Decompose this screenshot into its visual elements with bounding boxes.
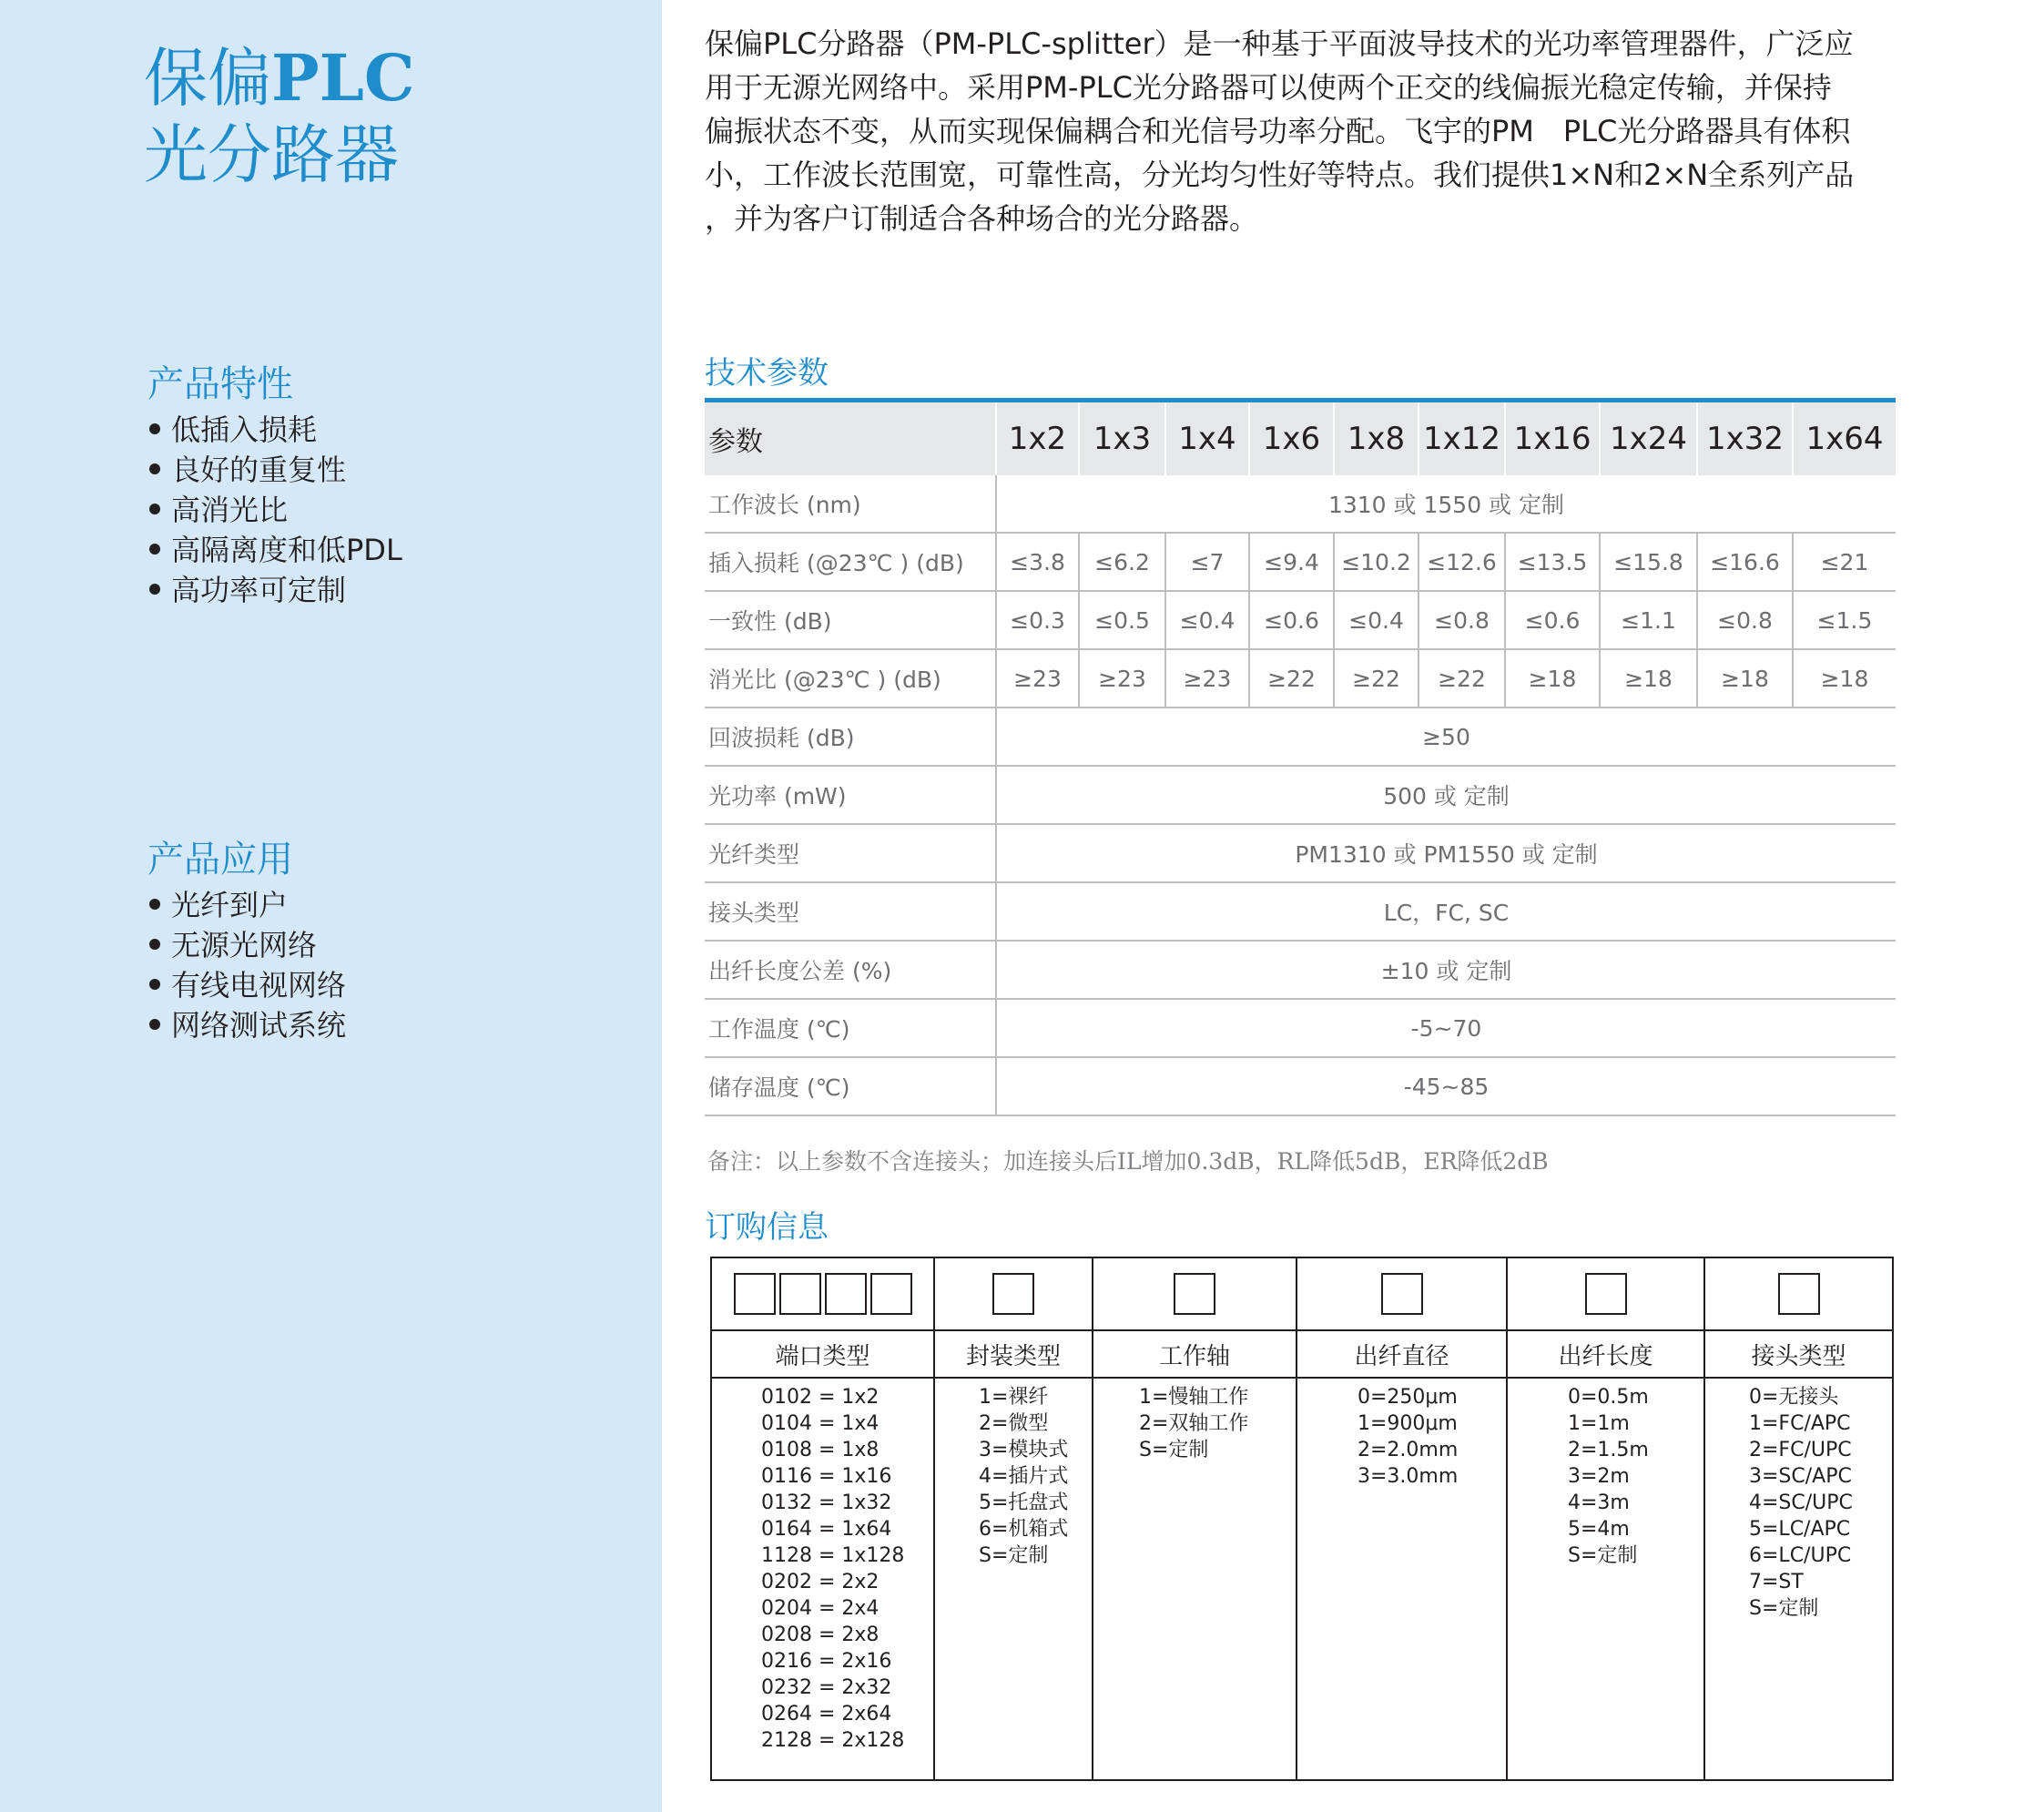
- list-item: S=定制: [1749, 1597, 1819, 1620]
- applications-section: [147, 836, 346, 1045]
- list-item: 1=裸纤: [979, 1386, 1049, 1409]
- spec-note: 备注：以上参数不含连接头；加连接头后IL增加0.3dB，RL降低5dB，ER降低2dB: [707, 1148, 1549, 1175]
- list-item: [147, 965, 346, 1005]
- list-item: 0102 = 1x2: [761, 1386, 880, 1409]
- order-options: [1568, 1384, 1649, 1569]
- list-item: 5=LC/APC: [1749, 1518, 1851, 1541]
- param-value: ≤0.5: [1079, 591, 1165, 649]
- list-item: S=定制: [1139, 1439, 1209, 1461]
- code-box: [870, 1273, 912, 1315]
- list-item: 2=微型: [979, 1412, 1049, 1435]
- list-item: [147, 490, 402, 530]
- param-value: ≥22: [1419, 649, 1505, 707]
- param-label: 回波损耗 (dB): [705, 707, 996, 766]
- param-label: 工作波长 (nm): [705, 475, 996, 533]
- split-ratio-header: 1x4: [1165, 402, 1249, 475]
- param-value: 500 或 定制: [996, 766, 1896, 824]
- param-value: ≥18: [1600, 649, 1697, 707]
- bullet-icon: [149, 463, 160, 474]
- list-item: 5=托盘式: [979, 1491, 1069, 1514]
- param-value: ≥18: [1697, 649, 1793, 707]
- list-item: 0=250μm: [1358, 1386, 1458, 1409]
- bullet-icon: [149, 979, 160, 990]
- order-options: [1358, 1384, 1458, 1490]
- list-item-label: 高功率可定制: [171, 573, 347, 607]
- split-ratio-header: 1x3: [1079, 402, 1165, 475]
- list-item: 0232 = 2x32: [761, 1676, 892, 1699]
- list-item: 6=机箱式: [979, 1518, 1069, 1541]
- order-column-title: 端口类型: [712, 1329, 933, 1379]
- param-value: ≤6.2: [1079, 533, 1165, 591]
- list-item-label: 低插入损耗: [171, 412, 318, 447]
- param-label: 接头类型: [705, 882, 996, 941]
- code-box: [1174, 1273, 1215, 1315]
- intro-line: 用于无源光网络中。采用PM-PLC光分路器可以使两个正交的线偏振光稳定传输，并保持: [705, 70, 1832, 105]
- split-ratio-header: 1x16: [1505, 402, 1600, 475]
- list-item: 1=FC/APC: [1749, 1412, 1851, 1435]
- param-value: ≤1.1: [1600, 591, 1697, 649]
- order-column: [1506, 1258, 1703, 1779]
- param-value: ≤3.8: [996, 533, 1079, 591]
- product-title: [144, 40, 415, 193]
- table-row: [705, 941, 1896, 999]
- param-value: ≤0.8: [1697, 591, 1793, 649]
- param-value: ≤0.8: [1419, 591, 1505, 649]
- param-label: 插入损耗 (@23℃ ) (dB): [705, 533, 996, 591]
- code-box: [779, 1273, 821, 1315]
- list-item-label: 高消光比: [171, 493, 289, 527]
- code-box: [825, 1273, 867, 1315]
- list-item: [147, 450, 402, 490]
- split-ratio-header: 1x8: [1334, 402, 1419, 475]
- table-row: [705, 475, 1896, 533]
- list-item: [147, 1005, 346, 1045]
- sidebar: [0, 0, 662, 1812]
- param-value: ±10 或 定制: [996, 941, 1896, 999]
- list-item: S=定制: [979, 1544, 1049, 1567]
- list-item: 0204 = 2x4: [761, 1597, 880, 1620]
- order-options: [979, 1384, 1068, 1569]
- param-value: ≤10.2: [1334, 533, 1419, 591]
- param-label: 消光比 (@23℃ ) (dB): [705, 649, 996, 707]
- param-value: LC，FC, SC: [996, 882, 1896, 941]
- order-options: [1749, 1384, 1853, 1622]
- code-boxes: [712, 1258, 933, 1329]
- intro-line: 保偏PLC分路器（PM-PLC-splitter）是一种基于平面波导技术的光功率管理器件，广泛应: [705, 26, 1854, 61]
- list-item-label: 无源光网络: [171, 928, 318, 962]
- code-box: [734, 1273, 776, 1315]
- code-box: [1778, 1273, 1820, 1315]
- spec-header-row: [705, 402, 1896, 475]
- bullet-icon: [149, 899, 160, 910]
- param-value: ≤0.3: [996, 591, 1079, 649]
- list-item: 2128 = 2x128: [761, 1729, 905, 1752]
- param-value: ≤12.6: [1419, 533, 1505, 591]
- table-row: [705, 882, 1896, 941]
- param-value: ≤1.5: [1793, 591, 1896, 649]
- order-column-title: 出纤长度: [1508, 1329, 1703, 1379]
- list-item: 0164 = 1x64: [761, 1518, 892, 1541]
- intro-paragraph: [705, 22, 1899, 240]
- param-value: ≥50: [996, 707, 1896, 766]
- param-value: ≤0.6: [1505, 591, 1600, 649]
- list-item: 3=3.0mm: [1358, 1465, 1459, 1488]
- table-row: [705, 707, 1896, 766]
- param-value: -45~85: [996, 1057, 1896, 1115]
- param-value: ≤16.6: [1697, 533, 1793, 591]
- split-ratio-header: 1x64: [1793, 402, 1896, 475]
- order-options: [761, 1384, 904, 1754]
- table-row: [705, 591, 1896, 649]
- code-boxes: [1705, 1258, 1892, 1329]
- order-column-title: 封装类型: [935, 1329, 1092, 1379]
- features-heading: 产品特性: [147, 363, 293, 405]
- list-item: [147, 885, 346, 925]
- list-item-label: 网络测试系统: [171, 1008, 347, 1043]
- split-ratio-header: 1x2: [996, 402, 1079, 475]
- split-ratio-header: 1x32: [1697, 402, 1793, 475]
- param-value: -5~70: [996, 999, 1896, 1057]
- code-boxes: [1297, 1258, 1506, 1329]
- param-header: 参数: [705, 402, 996, 475]
- split-ratio-header: 1x12: [1419, 402, 1505, 475]
- code-box: [1585, 1273, 1627, 1315]
- list-item: [147, 410, 402, 450]
- param-value: ≤7: [1165, 533, 1249, 591]
- bullet-icon: [149, 504, 160, 514]
- list-item: 1128 = 1x128: [761, 1544, 905, 1567]
- param-label: 工作温度 (℃): [705, 999, 996, 1057]
- table-row: [705, 824, 1896, 882]
- param-value: ≤13.5: [1505, 533, 1600, 591]
- param-value: ≥18: [1505, 649, 1600, 707]
- list-item-label: 有线电视网络: [171, 968, 347, 1003]
- list-item: 2=1.5m: [1568, 1439, 1649, 1461]
- param-value: ≤15.8: [1600, 533, 1697, 591]
- order-column: [1296, 1258, 1506, 1779]
- list-item: 4=SC/UPC: [1749, 1491, 1853, 1514]
- param-value: PM1310 或 PM1550 或 定制: [996, 824, 1896, 882]
- list-item: 3=SC/APC: [1749, 1465, 1852, 1488]
- list-item: [147, 925, 346, 965]
- list-item: 6=LC/UPC: [1749, 1544, 1852, 1567]
- param-label: 光功率 (mW): [705, 766, 996, 824]
- list-item: 1=慢轴工作: [1139, 1386, 1249, 1409]
- list-item: 2=2.0mm: [1358, 1439, 1459, 1461]
- applications-heading: 产品应用: [147, 839, 293, 881]
- code-boxes: [1093, 1258, 1296, 1329]
- table-row: [705, 533, 1896, 591]
- order-column: [1092, 1258, 1296, 1779]
- list-item: 0208 = 2x8: [761, 1624, 880, 1646]
- list-item: 0108 = 1x8: [761, 1439, 880, 1461]
- list-item: 0264 = 2x64: [761, 1703, 892, 1725]
- order-column: [712, 1258, 933, 1779]
- param-value: ≥23: [996, 649, 1079, 707]
- param-value: ≥18: [1793, 649, 1896, 707]
- list-item-label: 光纤到户: [171, 888, 289, 922]
- features-section: [147, 361, 402, 610]
- order-code-table: [710, 1257, 1894, 1781]
- list-item: 1=1m: [1568, 1412, 1630, 1435]
- param-label: 储存温度 (℃): [705, 1057, 996, 1115]
- param-label: 一致性 (dB): [705, 591, 996, 649]
- order-heading: 订购信息: [705, 1209, 829, 1246]
- list-item: 2=双轴工作: [1139, 1412, 1249, 1435]
- code-boxes: [935, 1258, 1092, 1329]
- list-item: 7=ST: [1749, 1571, 1804, 1593]
- param-value: ≥23: [1165, 649, 1249, 707]
- bullet-icon: [149, 584, 160, 595]
- bullet-icon: [149, 939, 160, 950]
- list-item: 0=无接头: [1749, 1386, 1839, 1409]
- order-options: [1139, 1384, 1248, 1463]
- code-box: [1381, 1273, 1423, 1315]
- list-item: 1=900μm: [1358, 1412, 1458, 1435]
- code-box: [992, 1273, 1034, 1315]
- list-item: S=定制: [1568, 1544, 1638, 1567]
- param-value: ≤21: [1793, 533, 1896, 591]
- title-line2: 光分路器: [144, 117, 399, 192]
- code-boxes: [1508, 1258, 1703, 1329]
- order-column-title: 工作轴: [1093, 1329, 1296, 1379]
- bullet-icon: [149, 1019, 160, 1030]
- split-ratio-header: 1x6: [1249, 402, 1334, 475]
- applications-list: [147, 885, 346, 1045]
- list-item: 3=模块式: [979, 1439, 1069, 1461]
- param-value: ≥22: [1334, 649, 1419, 707]
- param-value: ≤9.4: [1249, 533, 1334, 591]
- title-latin: PLC: [271, 40, 415, 116]
- order-column-title: 接头类型: [1705, 1329, 1892, 1379]
- split-ratio-header: 1x24: [1600, 402, 1697, 475]
- list-item: 0216 = 2x16: [761, 1650, 892, 1673]
- table-row: [705, 999, 1896, 1057]
- list-item-label: 良好的重复性: [171, 453, 347, 487]
- spec-heading: 技术参数: [705, 355, 829, 392]
- list-item-label: 高隔离度和低PDL: [171, 533, 402, 567]
- param-label: 光纤类型: [705, 824, 996, 882]
- list-item: 0116 = 1x16: [761, 1465, 892, 1488]
- list-item: 0132 = 1x32: [761, 1491, 892, 1514]
- param-label: 出纤长度公差 (%): [705, 941, 996, 999]
- list-item: 0104 = 1x4: [761, 1412, 880, 1435]
- list-item: 3=2m: [1568, 1465, 1630, 1488]
- table-row: [705, 766, 1896, 824]
- order-column: [1703, 1258, 1892, 1779]
- order-column-title: 出纤直径: [1297, 1329, 1506, 1379]
- list-item: [147, 570, 402, 610]
- param-value: ≥23: [1079, 649, 1165, 707]
- list-item: 5=4m: [1568, 1518, 1630, 1541]
- param-value: ≤0.6: [1249, 591, 1334, 649]
- list-item: 4=插片式: [979, 1465, 1069, 1488]
- param-value: ≤0.4: [1165, 591, 1249, 649]
- order-column: [933, 1258, 1092, 1779]
- list-item: 0=0.5m: [1568, 1386, 1649, 1409]
- list-item: 0202 = 2x2: [761, 1571, 880, 1593]
- title-cjk: 保偏: [144, 41, 271, 116]
- param-value: ≥22: [1249, 649, 1334, 707]
- spec-table: [705, 402, 1896, 1116]
- list-item: [147, 530, 402, 570]
- intro-line: 偏振状态不变，从而实现保偏耦合和光信号功率分配。飞宇的PM PLC光分路器具有体积: [705, 114, 1851, 148]
- table-row: [705, 1057, 1896, 1115]
- intro-line: 小，工作波长范围宽，可靠性高，分光均匀性好等特点。我们提供1×N和2×N全系列产品: [705, 158, 1855, 192]
- list-item: 2=FC/UPC: [1749, 1439, 1852, 1461]
- intro-line: ，并为客户订制适合各种场合的光分路器。: [705, 201, 1259, 236]
- spec-body: [705, 475, 1896, 1115]
- table-row: [705, 649, 1896, 707]
- param-value: 1310 或 1550 或 定制: [996, 475, 1896, 533]
- features-list: [147, 410, 402, 610]
- bullet-icon: [149, 544, 160, 555]
- list-item: 4=3m: [1568, 1491, 1630, 1514]
- param-value: ≤0.4: [1334, 591, 1419, 649]
- bullet-icon: [149, 423, 160, 434]
